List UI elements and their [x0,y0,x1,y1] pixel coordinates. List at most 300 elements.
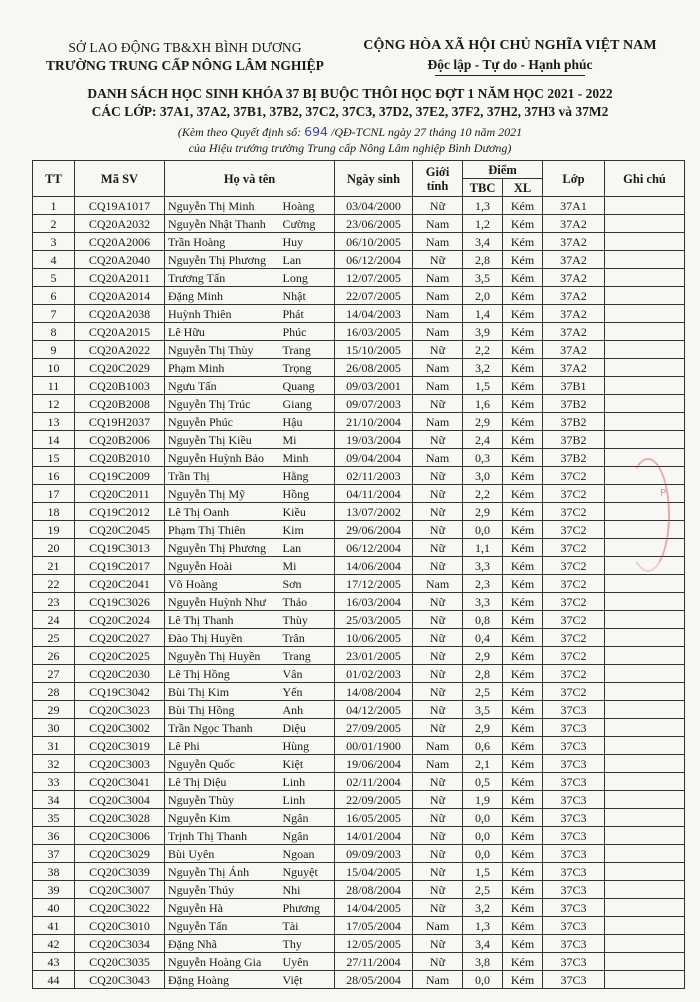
row-ho: Nguyễn Thị Huyền [165,647,275,665]
row-ngay-sinh: 29/06/2004 [335,521,413,539]
table-row [33,467,685,485]
row-tt: 4 [33,251,75,269]
motto-underline [435,75,585,76]
row-ma-sv: CQ20C3043 [75,971,165,989]
row-tbc: 1,9 [463,791,503,809]
row-xl: Kém [503,467,543,485]
row-lop: 37C3 [543,809,605,827]
row-ghi-chu [605,215,685,233]
row-lop: 37A2 [543,233,605,251]
table-row [33,503,685,521]
row-xl: Kém [503,305,543,323]
table-row [33,431,685,449]
header-lop: Lớp [543,161,605,197]
row-ngay-sinh: 00/01/1900 [335,737,413,755]
row-tt: 2 [33,215,75,233]
row-ngay-sinh: 13/07/2002 [335,503,413,521]
row-ngay-sinh: 21/10/2004 [335,413,413,431]
row-tt: 37 [33,845,75,863]
row-lop: 37C2 [543,485,605,503]
row-ngay-sinh: 12/05/2005 [335,935,413,953]
row-ho: Lê Thị Thanh [165,611,275,629]
row-gioi-tinh: Nữ [413,395,463,413]
row-ngay-sinh: 16/05/2005 [335,809,413,827]
row-xl: Kém [503,791,543,809]
row-ten: Huy [275,233,335,251]
row-ma-sv: CQ20A2014 [75,287,165,305]
row-lop: 37C2 [543,557,605,575]
row-tbc: 1,3 [463,917,503,935]
table-row [33,899,685,917]
row-ngay-sinh: 04/11/2004 [335,485,413,503]
row-ngay-sinh: 22/09/2005 [335,791,413,809]
table-row [33,557,685,575]
row-tbc: 2,9 [463,413,503,431]
row-tt: 24 [33,611,75,629]
row-ngay-sinh: 14/08/2004 [335,683,413,701]
row-ho: Nguyễn Kim [165,809,275,827]
row-lop: 37A2 [543,341,605,359]
national-motto: Độc lập - Tự do - Hạnh phúc [427,57,593,72]
row-ngay-sinh: 01/02/2003 [335,665,413,683]
row-lop: 37C3 [543,935,605,953]
row-ma-sv: CQ20C2024 [75,611,165,629]
row-lop: 37C3 [543,755,605,773]
table-row [33,773,685,791]
row-ma-sv: CQ20A2038 [75,305,165,323]
row-ghi-chu [605,863,685,881]
row-ten: Nhật [275,287,335,305]
row-tt: 5 [33,269,75,287]
row-lop: 37C2 [543,593,605,611]
row-gioi-tinh: Nữ [413,791,463,809]
row-ma-sv: CQ20C3029 [75,845,165,863]
row-ngay-sinh: 25/03/2005 [335,611,413,629]
row-ten: Yến [275,683,335,701]
row-ho: Huỳnh Thiên [165,305,275,323]
row-tt: 42 [33,935,75,953]
header-ho-ten: Họ và tên [165,161,335,197]
row-tt: 12 [33,395,75,413]
row-tbc: 2,5 [463,881,503,899]
row-xl: Kém [503,629,543,647]
row-gioi-tinh: Nữ [413,809,463,827]
row-tt: 28 [33,683,75,701]
row-tbc: 0,0 [463,971,503,989]
row-gioi-tinh: Nữ [413,701,463,719]
row-ma-sv: CQ20C3028 [75,809,165,827]
row-lop: 37B2 [543,449,605,467]
table-row [33,449,685,467]
row-ma-sv: CQ19C3013 [75,539,165,557]
table-row [33,413,685,431]
row-gioi-tinh: Nữ [413,845,463,863]
row-gioi-tinh: Nữ [413,197,463,215]
row-tbc: 2,8 [463,251,503,269]
row-ngay-sinh: 14/01/2004 [335,827,413,845]
row-tbc: 3,4 [463,935,503,953]
row-gioi-tinh: Nữ [413,881,463,899]
table-row [33,683,685,701]
row-ma-sv: CQ20A2006 [75,233,165,251]
row-ten: Việt [275,971,335,989]
row-ma-sv: CQ20C2027 [75,629,165,647]
row-lop: 37C3 [543,881,605,899]
table-row [33,323,685,341]
row-xl: Kém [503,935,543,953]
row-ho: Nguyễn Thị Trúc [165,395,275,413]
table-row [33,377,685,395]
row-tbc: 2,2 [463,485,503,503]
row-tbc: 3,5 [463,269,503,287]
row-ngay-sinh: 16/03/2005 [335,323,413,341]
row-tbc: 1,6 [463,395,503,413]
row-tt: 22 [33,575,75,593]
decision-issuer: của Hiệu trưởng trường Trung cấp Nông Lâm nghiệp Bình Dương) [188,141,512,155]
row-gioi-tinh: Nam [413,305,463,323]
row-lop: 37C2 [543,647,605,665]
row-ghi-chu [605,971,685,989]
row-lop: 37C3 [543,791,605,809]
row-lop: 37C3 [543,971,605,989]
row-ten: Diệu [275,719,335,737]
row-ma-sv: CQ20C2029 [75,359,165,377]
row-ho: Đặng Minh [165,287,275,305]
row-ma-sv: CQ20B2006 [75,431,165,449]
row-tbc: 2,5 [463,683,503,701]
row-ten: Thảo [275,593,335,611]
row-tbc: 1,1 [463,539,503,557]
row-tt: 35 [33,809,75,827]
table-row [33,215,685,233]
row-ten: Thùy [275,611,335,629]
row-xl: Kém [503,269,543,287]
row-ho: Lê Thị Diệu [165,773,275,791]
table-row [33,611,685,629]
row-xl: Kém [503,701,543,719]
row-gioi-tinh: Nữ [413,719,463,737]
row-ghi-chu [605,413,685,431]
header-tt: TT [33,161,75,197]
row-lop: 37A2 [543,323,605,341]
row-xl: Kém [503,773,543,791]
row-ho: Bùi Uyên [165,845,275,863]
row-ten: Ngân [275,809,335,827]
row-ho: Đào Thị Huyền [165,629,275,647]
table-row [33,845,685,863]
row-xl: Kém [503,665,543,683]
row-ten: Trang [275,341,335,359]
row-ho: Bùi Thị Kim [165,683,275,701]
row-lop: 37C3 [543,863,605,881]
row-xl: Kém [503,719,543,737]
row-ghi-chu [605,269,685,287]
header-xl: XL [503,179,543,197]
row-ghi-chu [605,845,685,863]
row-ten: Lan [275,539,335,557]
row-xl: Kém [503,197,543,215]
table-row [33,251,685,269]
row-tbc: 2,8 [463,665,503,683]
row-ho: Trần Hoàng [165,233,275,251]
header-left [30,40,340,74]
table-row [33,863,685,881]
row-ma-sv: CQ20C3022 [75,899,165,917]
row-ma-sv: CQ20C3004 [75,791,165,809]
table-row [33,881,685,899]
row-ma-sv: CQ20C2041 [75,575,165,593]
row-gioi-tinh: Nam [413,737,463,755]
row-ngay-sinh: 23/01/2005 [335,647,413,665]
row-ghi-chu [605,809,685,827]
row-gioi-tinh: Nữ [413,521,463,539]
row-ho: Nguyễn Thị Mỹ [165,485,275,503]
row-gioi-tinh: Nữ [413,593,463,611]
row-ghi-chu [605,755,685,773]
row-lop: 37C2 [543,503,605,521]
decision-suffix: /QĐ-TCNL ngày 27 tháng 10 năm 2021 [331,125,523,139]
row-tbc: 3,3 [463,557,503,575]
row-ma-sv: CQ20C2030 [75,665,165,683]
row-tbc: 0,4 [463,629,503,647]
row-ma-sv: CQ19C2017 [75,557,165,575]
row-gioi-tinh: Nữ [413,899,463,917]
row-xl: Kém [503,341,543,359]
row-ma-sv: CQ20C3019 [75,737,165,755]
row-xl: Kém [503,557,543,575]
row-ho: Nguyễn Thị Minh [165,197,275,215]
row-gioi-tinh: Nữ [413,647,463,665]
row-tbc: 2,9 [463,647,503,665]
row-tbc: 1,4 [463,305,503,323]
row-ma-sv: CQ19A1017 [75,197,165,215]
row-xl: Kém [503,323,543,341]
row-gioi-tinh: Nữ [413,953,463,971]
table-row [33,935,685,953]
table-row [33,701,685,719]
row-tt: 41 [33,917,75,935]
title-line-2: CÁC LỚP: 37A1, 37A2, 37B1, 37B2, 37C2, 37C3, 37D2, 37E2, 37F2, 37H2, 37H3 và 37M2 [91,104,609,119]
row-ho: Trần Thị [165,467,275,485]
table-row [33,755,685,773]
row-lop: 37A1 [543,197,605,215]
row-gioi-tinh: Nam [413,449,463,467]
table-row [33,971,685,989]
row-ten: Kiều [275,503,335,521]
red-seal-letter: P [659,488,666,499]
row-tt: 44 [33,971,75,989]
table-row [33,485,685,503]
red-seal-stamp [626,458,670,572]
row-gioi-tinh: Nữ [413,467,463,485]
row-tbc: 2,1 [463,755,503,773]
table-row [33,197,685,215]
row-tt: 20 [33,539,75,557]
row-ho: Nguyễn Thị Thùy [165,341,275,359]
row-ngay-sinh: 17/12/2005 [335,575,413,593]
row-ho: Nguyễn Thị Phương [165,539,275,557]
row-ho: Nguyễn Thị Phương [165,251,275,269]
table-row [33,629,685,647]
row-ho: Nguyễn Thúy [165,881,275,899]
row-tt: 11 [33,377,75,395]
row-tt: 30 [33,719,75,737]
row-ho: Lê Hữu [165,323,275,341]
student-table [32,160,685,989]
table-row [33,395,685,413]
row-tbc: 0,0 [463,845,503,863]
row-tbc: 3,0 [463,467,503,485]
row-ma-sv: CQ19C3026 [75,593,165,611]
row-ho: Lê Thị Hồng [165,665,275,683]
row-tt: 40 [33,899,75,917]
row-ho: Nguyễn Hoàng Gia [165,953,275,971]
row-ten: Kiệt [275,755,335,773]
row-ten: Ngoan [275,845,335,863]
header-right [340,38,680,76]
row-ngay-sinh: 14/04/2005 [335,899,413,917]
row-ghi-chu [605,629,685,647]
row-ten: Giang [275,395,335,413]
row-xl: Kém [503,449,543,467]
row-ngay-sinh: 06/12/2004 [335,539,413,557]
row-gioi-tinh: Nữ [413,341,463,359]
row-ghi-chu [605,287,685,305]
row-tbc: 2,3 [463,575,503,593]
row-tbc: 3,8 [463,953,503,971]
row-ma-sv: CQ20C2045 [75,521,165,539]
row-ten: Cường [275,215,335,233]
row-ghi-chu [605,305,685,323]
row-ma-sv: CQ19C2012 [75,503,165,521]
row-ma-sv: CQ20C3007 [75,881,165,899]
table-row [33,791,685,809]
row-ngay-sinh: 27/11/2004 [335,953,413,971]
row-tbc: 3,2 [463,899,503,917]
table-body [33,197,685,989]
row-tbc: 0,8 [463,611,503,629]
row-ho: Ngưu Tấn [165,377,275,395]
row-ten: Sơn [275,575,335,593]
row-ten: Mi [275,431,335,449]
row-xl: Kém [503,287,543,305]
row-ngay-sinh: 04/12/2005 [335,701,413,719]
row-ma-sv: CQ20C2025 [75,647,165,665]
row-tt: 29 [33,701,75,719]
row-tt: 25 [33,629,75,647]
row-ho: Nguyễn Hà [165,899,275,917]
row-ten: Uyên [275,953,335,971]
row-ghi-chu [605,683,685,701]
table-row [33,539,685,557]
row-tt: 43 [33,953,75,971]
row-ghi-chu [605,899,685,917]
row-ho: Đặng Nhã [165,935,275,953]
row-ngay-sinh: 06/10/2005 [335,233,413,251]
row-ten: Thy [275,935,335,953]
row-ghi-chu [605,377,685,395]
row-gioi-tinh: Nữ [413,503,463,521]
row-ho: Trương Tấn [165,269,275,287]
row-xl: Kém [503,827,543,845]
row-ma-sv: CQ20C3023 [75,701,165,719]
row-ma-sv: CQ20C3041 [75,773,165,791]
row-tbc: 0,0 [463,809,503,827]
decision-reference [0,124,700,140]
row-gioi-tinh: Nam [413,233,463,251]
row-ten: Nguyệt [275,863,335,881]
row-ghi-chu [605,611,685,629]
row-ten: Phát [275,305,335,323]
row-ngay-sinh: 09/04/2004 [335,449,413,467]
row-lop: 37B2 [543,413,605,431]
table-row [33,269,685,287]
row-gioi-tinh: Nam [413,413,463,431]
header-gioi-tinh: Giới tính [413,161,463,197]
row-xl: Kém [503,539,543,557]
row-xl: Kém [503,503,543,521]
row-gioi-tinh: Nữ [413,611,463,629]
row-ngay-sinh: 28/05/2004 [335,971,413,989]
row-lop: 37C2 [543,539,605,557]
row-lop: 37B2 [543,395,605,413]
row-xl: Kém [503,863,543,881]
row-ho: Nguyễn Thị Ánh [165,863,275,881]
row-ma-sv: CQ20A2015 [75,323,165,341]
table-row [33,809,685,827]
row-lop: 37C2 [543,521,605,539]
row-lop: 37B2 [543,431,605,449]
row-ho: Nguyễn Quốc [165,755,275,773]
table-row [33,521,685,539]
table-row [33,359,685,377]
row-ho: Trần Ngọc Thanh [165,719,275,737]
row-gioi-tinh: Nam [413,323,463,341]
row-ngay-sinh: 16/03/2004 [335,593,413,611]
row-tt: 38 [33,863,75,881]
row-tt: 21 [33,557,75,575]
row-ghi-chu [605,575,685,593]
row-lop: 37C3 [543,845,605,863]
row-ngay-sinh: 22/07/2005 [335,287,413,305]
row-ten: Phúc [275,323,335,341]
row-ma-sv: CQ20A2040 [75,251,165,269]
row-ten: Phương [275,899,335,917]
row-tbc: 3,4 [463,233,503,251]
row-lop: 37C2 [543,629,605,647]
row-gioi-tinh: Nam [413,269,463,287]
row-ten: Trang [275,647,335,665]
row-ghi-chu [605,917,685,935]
row-tbc: 2,4 [463,431,503,449]
row-ghi-chu [605,593,685,611]
row-tbc: 0,3 [463,449,503,467]
row-tt: 7 [33,305,75,323]
row-tbc: 1,5 [463,377,503,395]
row-gioi-tinh: Nam [413,575,463,593]
table-row [33,719,685,737]
row-lop: 37A2 [543,215,605,233]
row-xl: Kém [503,647,543,665]
header-tbc: TBC [463,179,503,197]
row-gioi-tinh: Nam [413,215,463,233]
row-xl: Kém [503,485,543,503]
row-ghi-chu [605,251,685,269]
row-ten: Nhi [275,881,335,899]
row-xl: Kém [503,917,543,935]
row-gioi-tinh: Nữ [413,629,463,647]
table-header [33,161,685,197]
